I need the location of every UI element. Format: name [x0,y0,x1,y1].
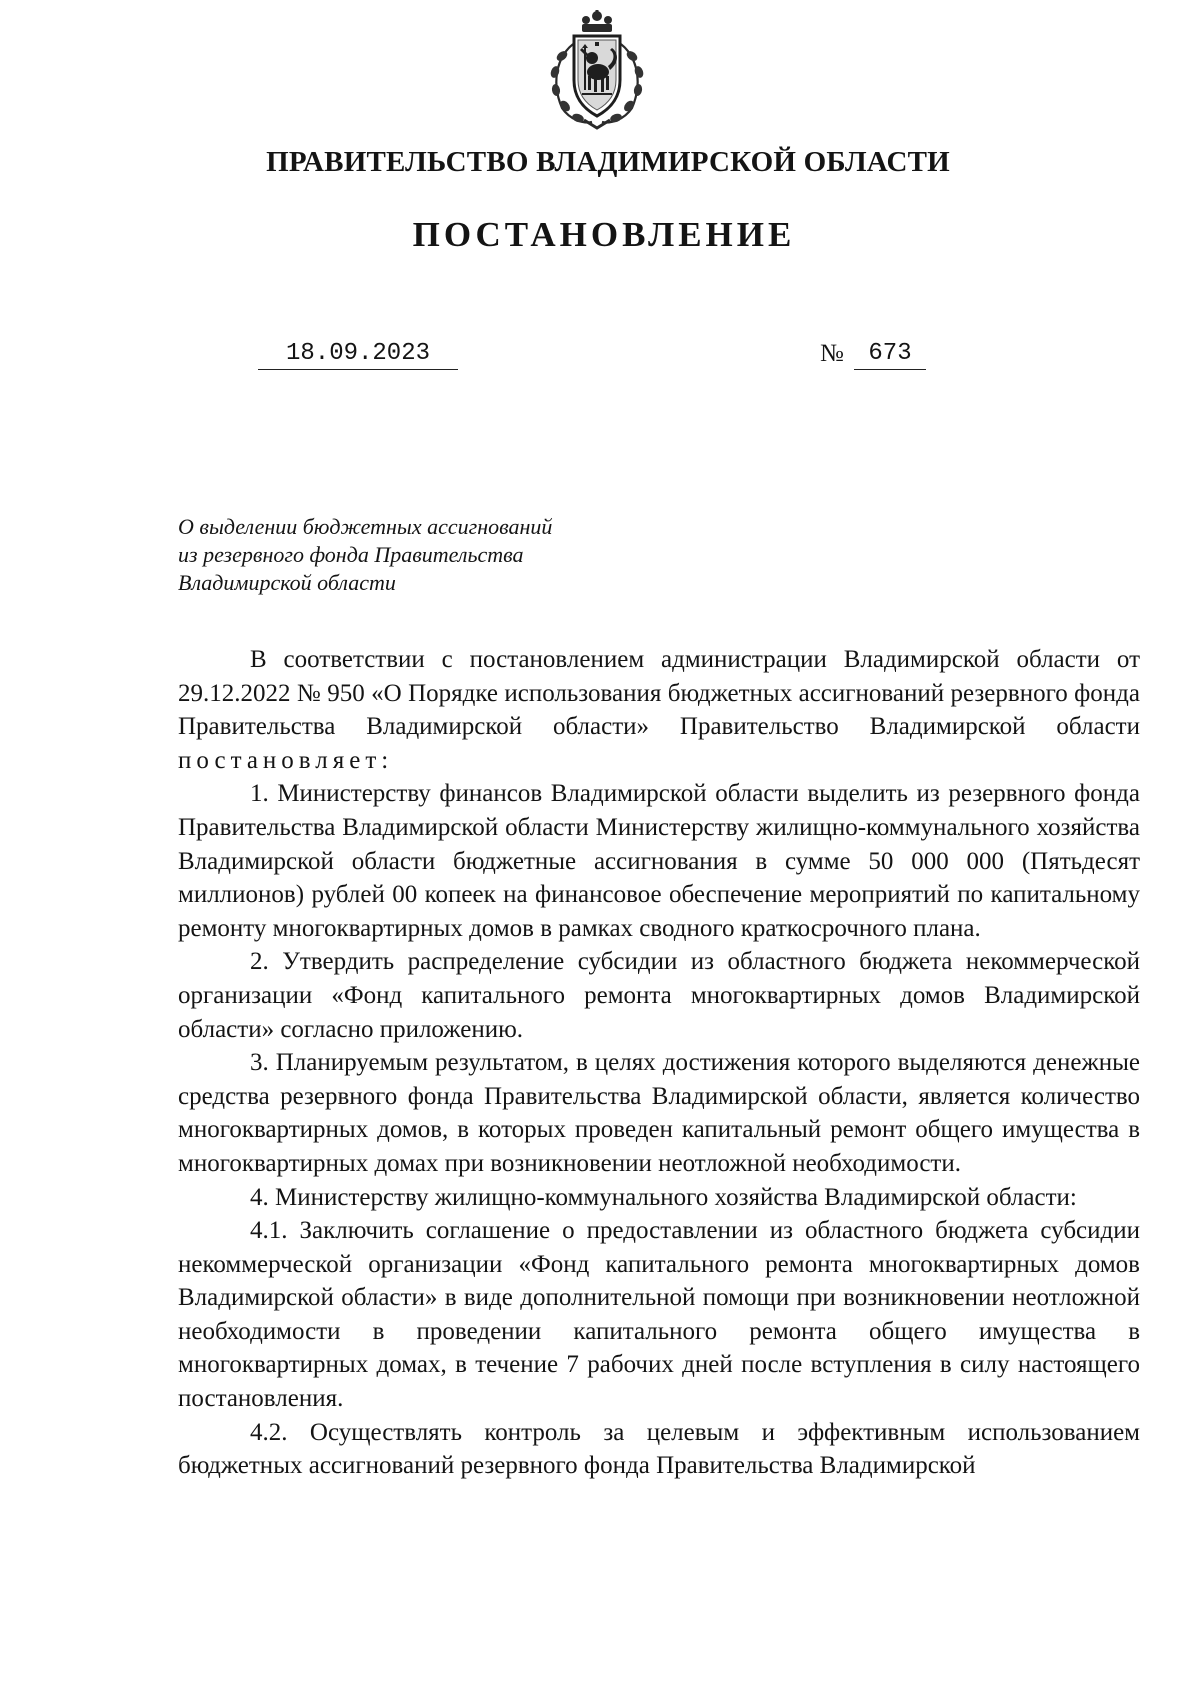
subject-line: Владимирской области [178,570,396,595]
document-body [178,643,1140,1483]
document-date: 18.09.2023 [258,340,458,370]
coat-of-arms-icon [540,10,654,130]
clause-4-1: 4.1. Заключить соглашение о предоставлении из областного бюджета субсидии некоммерческой организации «Фонд капитального ремонта многоквартирных домов Владимирской области» в виде дополнительной помощи при возникновении неотложной необходимости в проведении капитального ремонта общего имущества в многоквартирных домах, в течение 7 рабочих дней после вступления в силу настоящего постановления. [178,1217,1140,1413]
document-subject [178,513,552,597]
clause-3: 3. Планируемым результатом, в целях достижения которого выделяются денежные средства резервного фонда Правительства Владимирской области, является количество многоквартирных домов, в которых проведен капитальный ремонт общего имущества в многоквартирных домах при возникновении неотложной необходимости. [178,1049,1140,1177]
clause-2: 2. Утвердить распределение субсидии из областного бюджета некоммерческой организации «Фонд капитального ремонта многоквартирных домов Владимирской области» согласно приложению. [178,948,1140,1043]
subject-line: из резервного фонда Правительства [178,542,524,567]
preamble-paragraph [178,643,1140,777]
preamble-text: В соответствии с постановлением администрации Владимирской области от 29.12.2022 № 950 «О Порядке использования бюджетных ассигнований резервного фонда Правительства Владимирской области» Правительство Владимирской области [178,646,1140,741]
organization-title: ПРАВИТЕЛЬСТВО ВЛАДИМИРСКОЙ ОБЛАСТИ [266,146,950,178]
document-number-label: № [820,340,844,367]
subject-line: О выделении бюджетных ассигнований [178,514,553,539]
document-type-heading: ПОСТАНОВЛЕНИЕ [412,215,796,254]
document-number: 673 [854,340,926,370]
clause-4: 4. Министерству жилищно-коммунального хозяйства Владимирской области: [250,1183,1077,1211]
clause-4-2: 4.2. Осуществлять контроль за целевым и эффективным использованием бюджетных ассигнований резервного фонда Правительства Владимирской [178,1418,1140,1480]
decree-word: постановляет: [178,746,394,774]
clause-1: 1. Министерству финансов Владимирской области выделить из резервного фонда Правительства Владимирской области Министерству жилищно-коммунального хозяйства Владимирской области бюджетные ассигнования в сумме 50 000 000 (Пятьдесят миллионов) рублей 00 копеек на финансовое обеспечение мероприятий по капитальному ремонту многоквартирных домов в рамках сводного краткосрочного плана. [178,780,1140,942]
